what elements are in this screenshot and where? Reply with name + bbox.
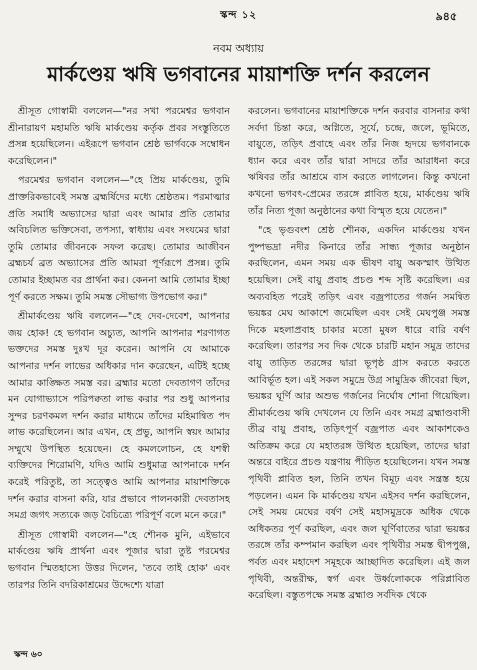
right-column: [248, 104, 470, 640]
left-column: [8, 104, 230, 640]
page-number: ৯৪৫: [435, 10, 457, 23]
paragraph: পরমেশ্বর ভগবান বললেন—"হে প্রিয় মার্কণ্ডেয়, তুমি প্রাক্তরিকভাবেই সমস্ত ব্রহ্মর্ষিদের মধ্যে শ্রেষ্ঠতম। পরমাত্মার প্রতি সমাধি অভ্যাসের দ্বারা এবং আমার প্রতি তোমার অবিচলিত ভক্তিসেবা, তপস্যা, স্বাধ্যায় এবং সংযমের দ্বারা তুমি তোমার জীবনকে সফল করেছ। তোমার আজীবন ব্রহ্মচর্য ব্রত অভ্যাসের প্রতি আমরা পূর্ণরূপে প্রসন্ন। তুমি তোমার ইচ্ছামত বর প্রার্থনা কর। কেননা আমি তোমার ইচ্ছা পূর্ণ করতে সক্ষম। তুমি সমস্ত সৌভাগ্য উপভোগ কর।": [8, 175, 230, 303]
footer-signature: স্কন্দ ৬০: [14, 650, 43, 660]
chapter-number: নবম অধ্যায়: [213, 42, 264, 55]
paragraph: করলেন। ভগবানের মায়াশক্তিকে দর্শন করবার বাসনার কথা সর্বদা চিন্তা করে, অগ্নিতে, সূর্যে, চন্দ্রে, জলে, ভূমিতে, বায়ুতে, তড়িৎ প্রবাহে এবং তাঁর নিজ হৃদয়ে ভগবানকে ধ্যান করে এবং তাঁর দ্বারা সাদরে তাঁর আরাধনা করে ঋষিবর তাঁর আশ্রমে বাস করতে লাগলেন। কিন্তু কখনো কখনো ভগবৎ-প্রেমের তরঙ্গে প্লাবিত হয়ে, মার্কণ্ডেয় ঋষি তাঁর নিত্য পূজা অনুষ্ঠানের কথা বিস্মৃত হয়ে যেতেন।": [248, 106, 470, 217]
paragraph: শ্রীমার্কণ্ডেয় ঋষি বললেন—"হে দেব-দেবেশ, আপনার জয় হোক! হে ভগবান অচ্যুত, আপনি আপনার শরণাগত ভক্তদের সমস্ত দুঃখ দূর করেন। আপনি যে আমাকে আপনার দর্শন লাভের অধিকার দান করেছেন, এটিই হচ্ছে আমার কাঙ্ক্ষিত সমস্ত বর। ব্রহ্মার মতো দেবতাগণ তাঁদের মন যোগাভ্যাসে পরিপক্বতা লাভ করার পর শুধু আপনার সুন্দর চরণকমল দর্শন করার মাধ্যমে তাঁদের মহিমান্বিত পদ লাভ করেছিলেন। আর এখন, হে প্রভু, আপনি স্বয়ং আমার সম্মুখে উপস্থিত হয়েছেন। হে কমললোচন, হে যশস্বী ব্যক্তিদের শিরোমণি, যদিও আমি শুধুমাত্র আপনাকে দর্শন করেই পরিতুষ্ট, তা সত্ত্বেও আমি আপনার মায়াশক্তিকে দর্শন করার বাসনা করি, যার প্রভাবে পালনকারী দেবতাসহ সমগ্র জগৎ সত্যকে জড় বৈচিত্র্যে পরিপূর্ণ বলে মনে করে।": [8, 311, 230, 522]
paragraph: শ্রীসূত গোস্বামী বললেন—"নর সখা পরমেশ্বর ভগবান শ্রীনারায়ণ মহামতি ঋষি মার্কণ্ডেয় কর্তৃক প্রবর সংস্তুতিতে প্রসন্ন হয়েছিলেন। এইরূপে ভগবান শ্রেষ্ঠ ভার্গবকে সম্বোধন করেছিলেন।": [8, 106, 230, 167]
paragraph: শ্রীসূত গোস্বামী বললেন—"হে শৌনক মুনি, এইভাবে মার্কণ্ডেয় ঋষি প্রার্থনা এবং পূজার দ্বারা তুষ্ট পরমেশ্বর ভগবান স্মিতহাস্যে উত্তর দিলেন, 'তবে তাই হোক' এবং তারপর তিনি বদরিকাশ্রমের উদ্দেশ্যে যাত্রা: [8, 529, 230, 591]
running-header: স্কন্দ ১২: [220, 10, 257, 21]
chapter-title: মার্কণ্ডেয় ঋষি ভগবানের মায়াশক্তি দর্শন করলেন: [47, 62, 430, 86]
paragraph: "হে ভৃগুবংশ শ্রেষ্ঠ শৌনক, একদিন মার্কণ্ডেয় যখন পুষ্পভদ্রা নদীর কিনারে তাঁর সান্ধ্য পূজার অনুষ্ঠান করছিলেন, এমন সময় এক ভীষণ বায়ু অকস্মাৎ উত্থিত হয়েছিল। সেই বায়ু প্রবাহ প্রচণ্ড শব্দ সৃষ্টি করেছিল। এর অব্যবহিত পরেই তড়িৎ এবং বজ্রপাতের গর্জন সমন্বিত ভয়ঙ্কর মেঘ আকাশে জমেছিল এবং সেই মেঘপুঞ্জ সমস্ত দিকে মহলাপ্রবাহ চাকার মতো মুষল ধারে বারি বর্ষণ করেছিল। তারপর সব দিক থেকে চারটি মহান সমুদ্র তাদের বায়ু তাড়িত তরঙ্গের দ্বারা ভূপৃষ্ঠ গ্রাস করতে করতে আবির্ভূত হল। এই সকল সমুদ্রে উগ্র সামুদ্রিক জীবেরা ছিল, ভয়ঙ্কর ঘূর্ণি আর অশুভ গর্জনের নির্ঘোষ শোনা গিয়েছিল। শ্রীমার্কণ্ডেয় ঋষি দেখলেন যে তিনি এবং সমগ্র ব্রহ্মাণ্ডবাসী তীব্র বায়ু প্রবাহ, তড়িৎপূর্ণ বজ্রপাত এবং আকাশকেও অতিক্রম করে যে মহাতরঙ্গ উত্থিত হয়েছিল, তাদের দ্বারা অন্তরে বাইরে প্রচণ্ড যন্ত্রণায় পীড়িত হয়েছিলেন। যখন সমস্ত পৃথিবী প্লাবিত হল, তিনি তখন বিমূঢ় এবং সন্ত্রস্ত হয়ে পড়লেন। এমন কি মার্কণ্ডেয় যখন এইসব দর্শন করছিলেন, সেই সময় মেঘের বর্ষণ সেই মহাসমুদ্রকে অধিক থেকে অধিকতর পূর্ণ করছিল, এবং জল ঘূর্ণিবাতের দ্বারা ভয়ঙ্কর তরঙ্গে তাঁর কম্পমান করছিল এবং পৃথিবীর সমস্ত দ্বীপপুঞ্জ, পর্বত এবং মহাদেশ সমূহকে আচ্ছাদিত করেছিল। এই জল পৃথিবী, অন্তরীক্ষ, স্বর্গ এবং উর্ধ্বলোককে পরিপ্লাবিত করেছিল। বস্তুতপক্ষে সমস্ত ব্রহ্মাণ্ড সর্বদিক থেকে: [248, 225, 470, 602]
